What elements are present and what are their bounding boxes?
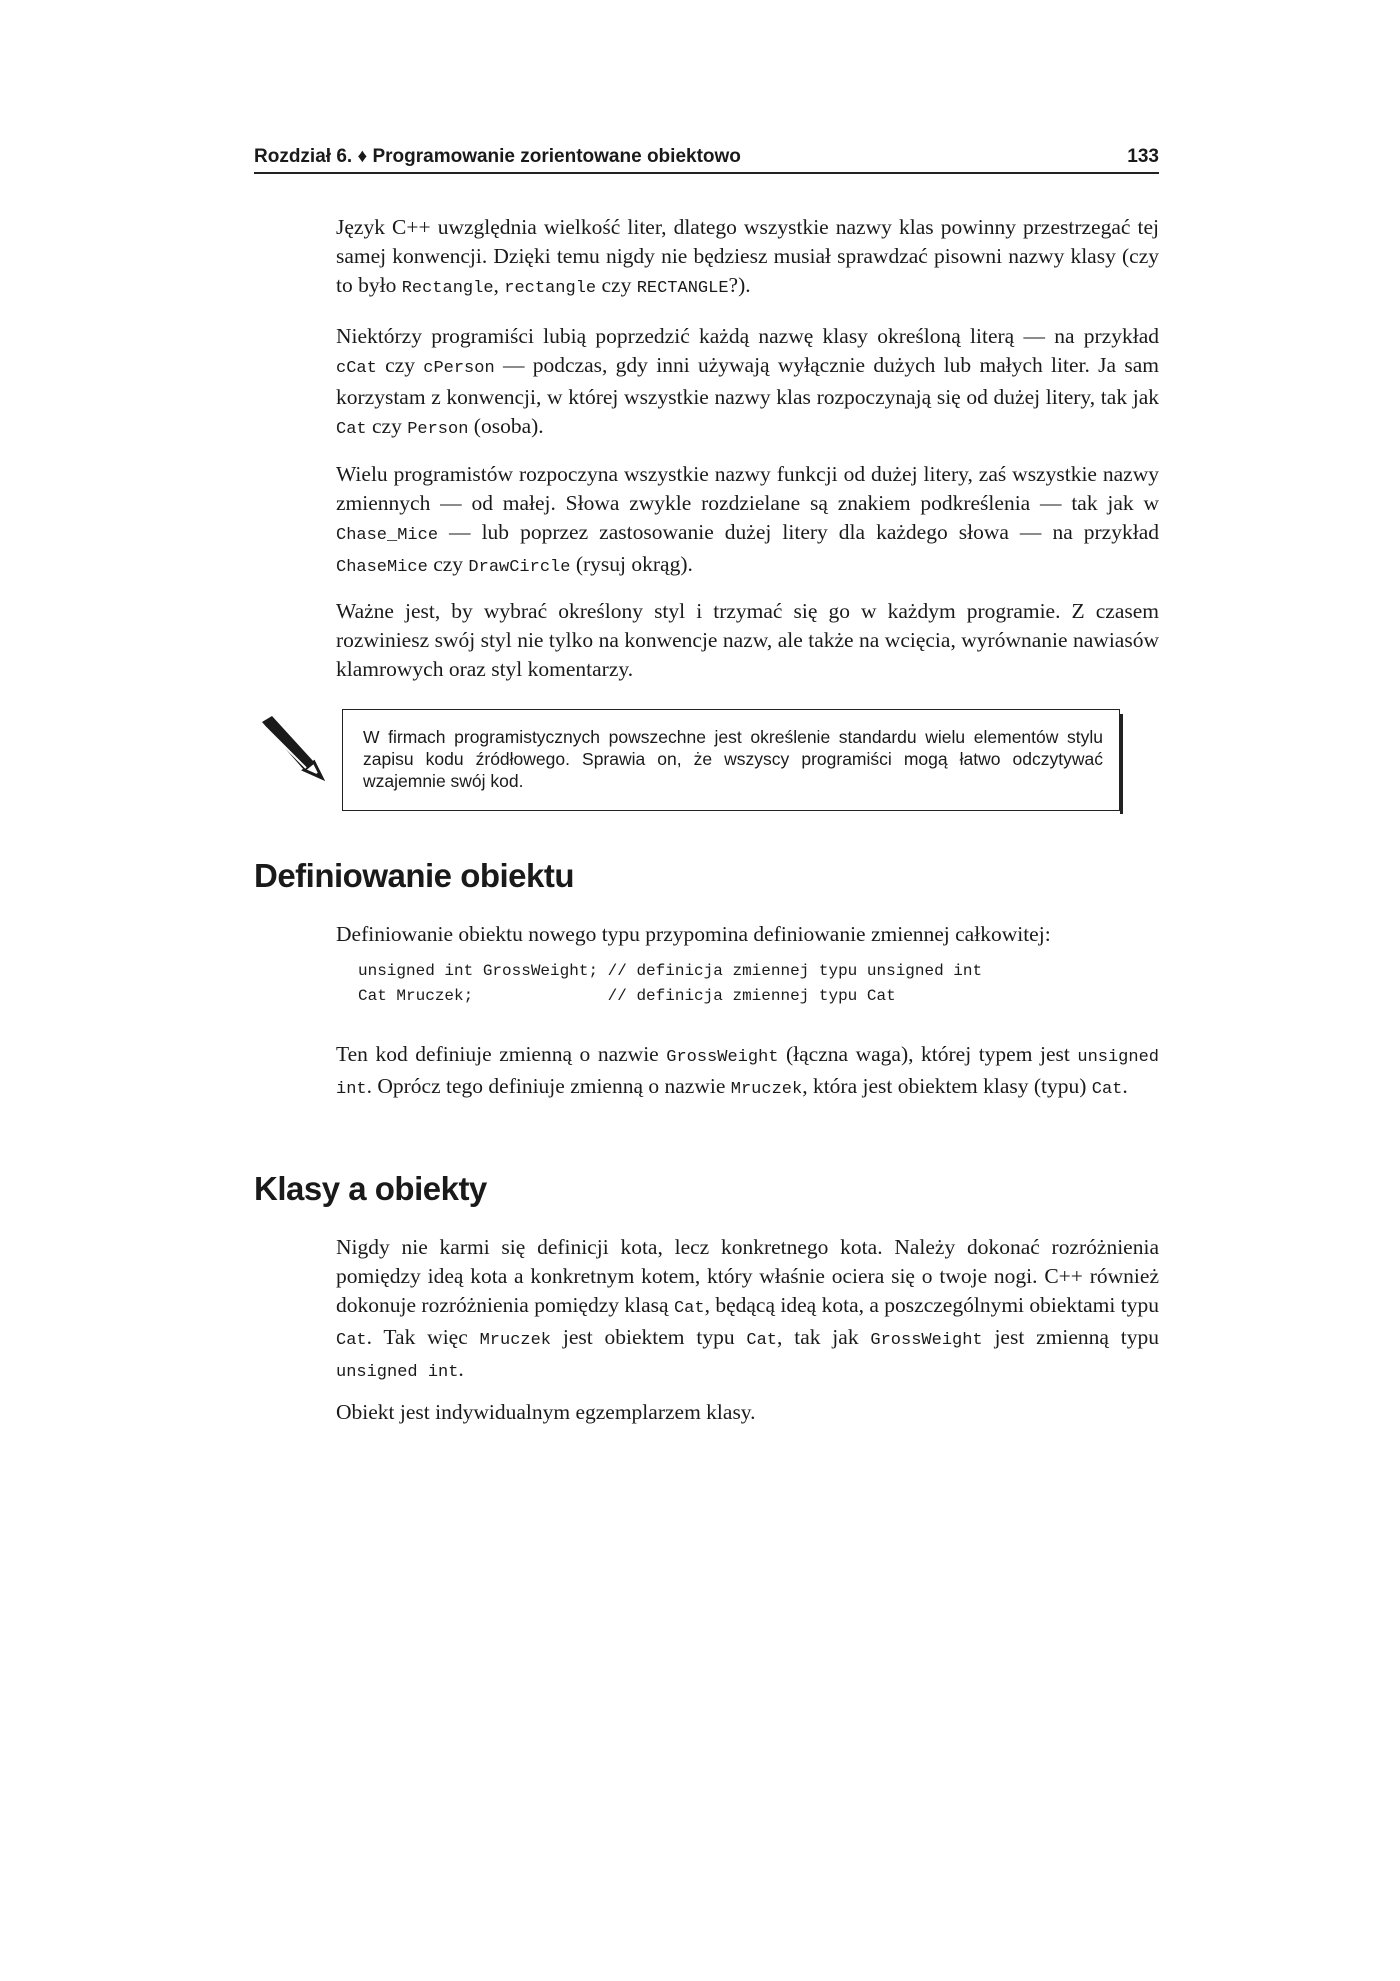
running-header (254, 146, 1159, 174)
note-text: W firmach programistycznych powszechne jest określenie standardu wielu elementów stylu zapisu kodu źródłowego. Sprawia on, że wszyscy programiści mogą łatwo odczytywać wzajemnie swój kod. (363, 727, 1103, 791)
page-number: 133 (1127, 146, 1159, 167)
paragraph-4: Ważne jest, by wybrać określony styl i trzymać się go w każdym programie. Z czasem rozwiniesz swój styl nie tylko na konwencje nazw, ale także na wcięcia, wyrównanie nawiasów klamrowych oraz styl komentarzy. (336, 599, 1159, 681)
code-line: Cat Mruczek; // definicja zmiennej typu Cat (358, 987, 896, 1005)
section-heading-klasy-a-obiekty: Klasy a obiekty (254, 1170, 487, 1207)
pencil-icon (256, 712, 328, 784)
section-heading-definiowanie-obiektu: Definiowanie obiektu (254, 857, 575, 894)
note-box (342, 709, 1120, 811)
section1-intro: Definiowanie obiektu nowego typu przypomina definiowanie zmiennej całkowitej: (336, 922, 1051, 946)
paragraph-3: Wielu programistów rozpoczyna wszystkie nazwy funkcji od dużej litery, zaś wszystkie nazwy zmiennych — od małej. Słowa zwykle rozdzielane są znakiem podkreślenia — tak jak w Chase_Mice — lub poprzez zastosowanie dużej litery dla każdego słowa — na przykład ChaseMice czy DrawCircle (rysuj okrąg). (336, 462, 1159, 577)
paragraph-1: Język C++ uwzględnia wielkość liter, dlatego wszystkie nazwy klas powinny przestrzegać tej samej konwencji. Dzięki temu nigdy nie będziesz musiał sprawdzać pisowni nazwy klasy (czy to było Rectangle, rectangle czy RECTANGLE?). (336, 215, 1159, 298)
code-listing (358, 959, 982, 1009)
paragraph-2: Niektórzy programiści lubią poprzedzić każdą nazwę klasy określoną literą — na przykład cCat czy cPerson — podczas, gdy inni używają wyłącznie dużych lub małych liter. Ja sam korzystam z konwencji, w której wszystkie nazwy klas rozpoczynają się od dużej litery, tak jak Cat czy Person (osoba). (336, 324, 1159, 439)
section1-paragraph: Ten kod definiuje zmienną o nazwie GrossWeight (łączna waga), której typem jest unsigned int. Oprócz tego definiuje zmienną o nazwie Mruczek, która jest obiektem klasy (typu) Cat. (336, 1042, 1159, 1099)
section2-paragraph-1: Nigdy nie karmi się definicji kota, lecz konkretnego kota. Należy dokonać rozróżnienia pomiędzy ideą kota a konkretnym kotem, który właśnie ociera się o twoje nogi. C++ również dokonuje rozróżnienia pomiędzy klasą Cat, będącą ideą kota, a poszczególnymi obiektami typu Cat. Tak więc Mruczek jest obiektem typu Cat, tak jak GrossWeight jest zmienną typu unsigned int. (336, 1235, 1160, 1382)
bullet-icon: ♦ (357, 146, 368, 167)
section2-paragraph-2: Obiekt jest indywidualnym egzemplarzem klasy. (336, 1400, 756, 1424)
code-line: unsigned int GrossWeight; // definicja zmiennej typu unsigned int (358, 962, 983, 980)
header-chapter-title: Rozdział 6. ♦ Programowanie zorientowane obiektowo (254, 146, 741, 167)
